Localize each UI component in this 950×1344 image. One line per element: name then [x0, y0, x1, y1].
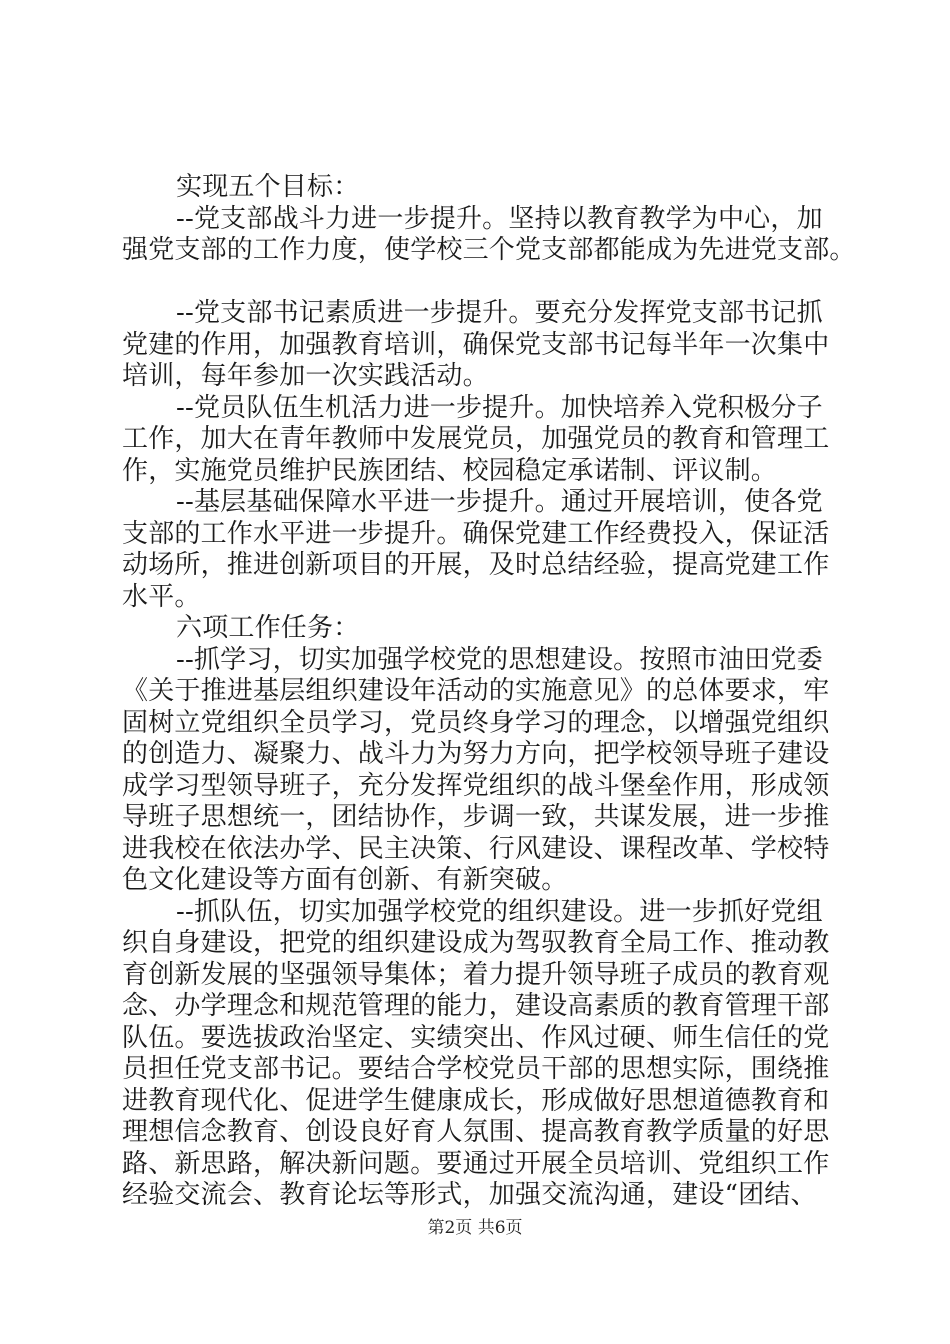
- blank-line: [122, 267, 862, 299]
- text-line: 六项工作任务：: [176, 613, 360, 643]
- text-line: 《关于推进基层组织建设年活动的实施意见》的总体要求，牢: [122, 676, 830, 706]
- text-line: 进我校在依法办学、民主决策、行风建设、课程改革、学校特: [122, 833, 830, 864]
- text-line: 的创造力、凝聚力、战斗力为努力方向，把学校领导班子建设: [122, 739, 830, 769]
- text-line: 强党支部的工作力度，使学校三个党支部都能成为先进党支部。: [122, 235, 856, 265]
- text-line: 培训，每年参加一次实践活动。: [122, 361, 489, 391]
- text-line: 固树立党组织全员学习，党员终身学习的理念，以增强党组织: [122, 707, 830, 738]
- text-line: --抓队伍，切实加强学校党的组织建设。进一步抓好党组: [176, 896, 823, 927]
- text-line: 支部的工作水平进一步提升。确保党建工作经费投入，保证活: [122, 518, 830, 549]
- text-line: 育创新发展的坚强领导集体；着力提升领导班子成员的教育观: [122, 959, 830, 990]
- text-line: 成学习型领导班子，充分发挥党组织的战斗堡垒作用，形成领: [122, 770, 830, 801]
- text-line: 念、办学理念和规范管理的能力，建设高素质的教育管理干部: [122, 991, 830, 1021]
- text-line: 织自身建设，把党的组织建设成为驾驭教育全局工作、推动教: [122, 928, 830, 958]
- text-line: 水平。: [122, 581, 201, 612]
- text-line: 动场所，推进创新项目的开展，及时总结经验，提高党建工作: [122, 550, 830, 580]
- text-line: 理想信念教育、创设良好育人氛围、提高教育教学质量的好思: [122, 1117, 830, 1147]
- text-line: --基层基础保障水平进一步提升。通过开展培训，使各党: [176, 487, 823, 517]
- text-line: 工作，加大在青年教师中发展党员，加强党员的教育和管理工: [122, 424, 830, 454]
- text-line: 色文化建设等方面有创新、有新突破。: [122, 865, 568, 895]
- page-footer: 第2页 共6页: [427, 1218, 523, 1238]
- text-line: 路、新思路，解决新问题。要通过开展全员培训、党组织工作: [122, 1148, 830, 1179]
- text-line: 进教育现代化、促进学生健康成长，形成做好思想道德教育和: [122, 1085, 830, 1116]
- text-line: --抓学习，切实加强学校党的思想建设。按照市油田党委: [176, 644, 823, 675]
- text-line: 作，实施党员维护民族团结、校园稳定承诺制、评议制。: [122, 455, 778, 486]
- text-line: 党建的作用，加强教育培训，确保党支部书记每半年一次集中: [122, 329, 830, 360]
- document-body: [122, 172, 862, 1212]
- text-line: 经验交流会、教育论坛等形式，加强交流沟通，建设“团结、: [122, 1180, 817, 1210]
- text-line: 员担任党支部书记。要结合学校党员干部的思想实际，围绕推: [122, 1054, 830, 1084]
- text-line: --党支部战斗力进一步提升。坚持以教育教学为中心，加: [176, 203, 823, 234]
- text-line: --党员队伍生机活力进一步提升。加快培养入党积极分子: [176, 392, 823, 423]
- text-line: 实现五个目标：: [176, 172, 360, 202]
- text-line: 队伍。要选拔政治坚定、实绩突出、作风过硬、师生信任的党: [122, 1022, 830, 1053]
- text-line: 导班子思想统一，团结协作，步调一致，共谋发展，进一步推: [122, 802, 830, 832]
- text-line: --党支部书记素质进一步提升。要充分发挥党支部书记抓: [176, 298, 823, 328]
